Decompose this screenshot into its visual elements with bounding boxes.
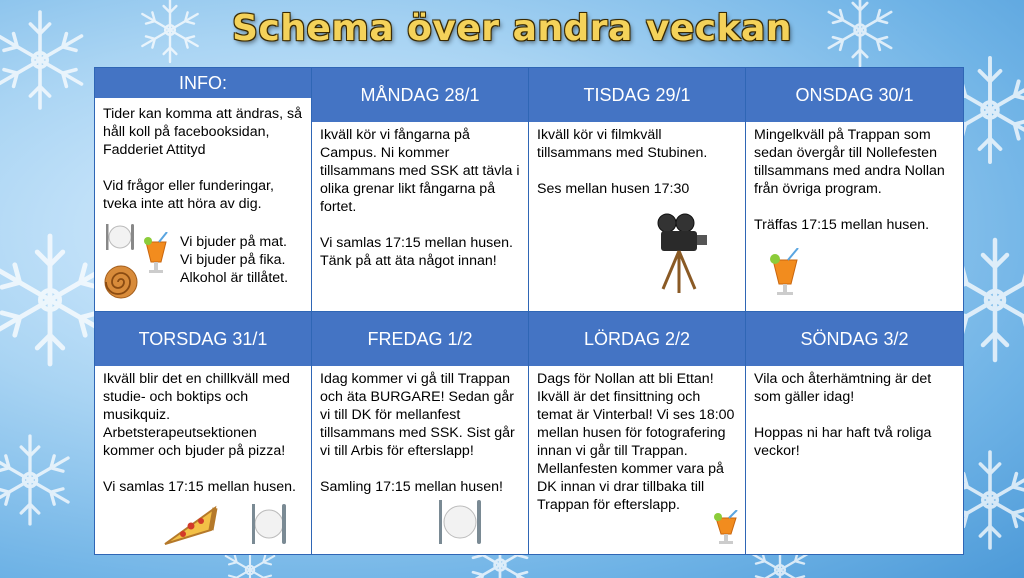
day-text: Ikväll kör vi fångarna på Campus. Ni kommer tillsammans med SSK att tävla i olika grenar likt fångarna på fortet. bbox=[320, 127, 520, 215]
day-cell-thursday bbox=[95, 312, 312, 554]
day-header: LÖRDAG 2/2 bbox=[529, 312, 745, 366]
plate-cutlery-icon bbox=[103, 220, 137, 254]
day-header: FREDAG 1/2 bbox=[312, 312, 528, 366]
day-header: TORSDAG 31/1 bbox=[95, 312, 311, 366]
day-cell-sunday bbox=[746, 312, 963, 554]
info-header: INFO: bbox=[95, 68, 311, 98]
pizza-icon bbox=[161, 504, 219, 548]
day-text: Vi samlas 17:15 mellan husen. Tänk på att äta något innan! bbox=[320, 235, 513, 269]
day-body bbox=[746, 122, 963, 234]
cinnamon-bun-icon bbox=[103, 264, 139, 300]
day-body bbox=[746, 366, 963, 460]
day-header: SÖNDAG 3/2 bbox=[746, 312, 963, 366]
day-cell-tuesday bbox=[529, 68, 746, 312]
cocktail-icon bbox=[713, 510, 739, 548]
day-cell-friday bbox=[312, 312, 529, 554]
day-text: Vi samlas 17:15 mellan husen. bbox=[103, 479, 296, 495]
day-text: Dags för Nollan att bli Ettan! Ikväll är det finsittning och temat är Vinterbal! Vi ses 18:00 mellan husen för fotografering innan vi går till Trappan. Mellanfesten kommer vara på DK innan vi drar tillbaka till Trappan för efterslapp. bbox=[537, 371, 735, 513]
perk-fika: Vi bjuder på fika. bbox=[180, 252, 286, 268]
day-text: Vila och återhämtning är det som gäller idag! bbox=[754, 371, 932, 405]
day-body bbox=[312, 122, 528, 270]
day-text: Träffas 17:15 mellan husen. bbox=[754, 217, 930, 233]
info-text: Tider kan komma att ändras, så håll koll på facebooksidan, Fadderiet Attityd bbox=[103, 106, 302, 158]
info-text: Vid frågor eller funderingar, tveka inte att höra av dig. bbox=[103, 178, 274, 212]
day-header: TISDAG 29/1 bbox=[529, 68, 745, 122]
schedule-grid bbox=[94, 67, 964, 555]
day-cell-saturday bbox=[529, 312, 746, 554]
plate-cutlery-icon bbox=[436, 498, 484, 546]
info-cell bbox=[95, 68, 312, 312]
day-text: Idag kommer vi gå till Trappan och äta BURGARE! Sedan går vi till DK för mellanfest tillsammans med SSK. Sist går vi till Arbis för efterslapp! bbox=[320, 371, 515, 459]
day-body bbox=[529, 366, 745, 514]
day-body bbox=[529, 122, 745, 198]
day-text: Hoppas ni har haft två roliga veckor! bbox=[754, 425, 932, 459]
page-title: Schema över andra veckan bbox=[232, 8, 792, 49]
perk-alcohol: Alkohol är tillåtet. bbox=[180, 270, 289, 286]
day-text: Mingelkväll på Trappan som sedan övergår till Nollefesten tillsammans med andra Nollan från övriga program. bbox=[754, 127, 945, 197]
perk-food: Vi bjuder på mat. bbox=[180, 234, 287, 250]
day-text: Ikväll blir det en chillkväll med studie- och boktips och musikquiz. Arbetsterapeutsektionen kommer och bjuder på pizza! bbox=[103, 371, 290, 459]
cocktail-icon bbox=[768, 248, 804, 298]
day-body bbox=[312, 366, 528, 496]
day-header: MÅNDAG 28/1 bbox=[312, 68, 528, 122]
cocktail-icon bbox=[141, 232, 171, 276]
day-text: Ikväll kör vi filmkväll tillsammans med Stubinen. bbox=[537, 127, 708, 161]
plate-cutlery-icon bbox=[249, 502, 289, 546]
day-cell-wednesday bbox=[746, 68, 963, 312]
film-camera-icon bbox=[649, 213, 713, 297]
day-text: Ses mellan husen 17:30 bbox=[537, 181, 690, 197]
day-body bbox=[95, 366, 311, 496]
day-text: Samling 17:15 mellan husen! bbox=[320, 479, 503, 495]
day-header: ONSDAG 30/1 bbox=[746, 68, 963, 122]
info-body bbox=[95, 98, 311, 213]
info-perks bbox=[180, 233, 288, 287]
day-cell-monday bbox=[312, 68, 529, 312]
